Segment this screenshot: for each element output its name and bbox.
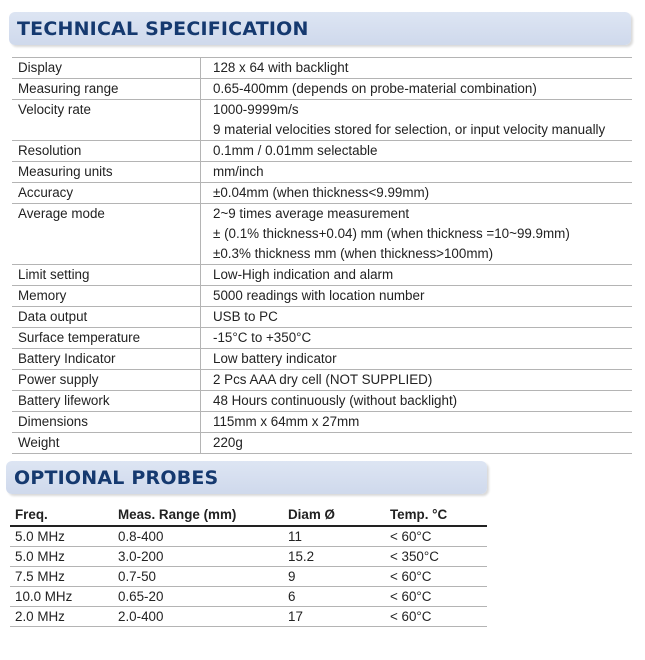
spec-value: [200, 204, 632, 264]
spec-value-line: ±0.04mm (when thickness<9.99mm): [213, 185, 430, 200]
probe-freq: 10.0 MHz: [15, 589, 73, 604]
probe-meas-range: 0.7-50: [118, 569, 156, 584]
spec-label: Measuring range: [18, 81, 119, 96]
spec-row: [12, 141, 632, 162]
probe-meas-range: 0.65-20: [118, 589, 164, 604]
spec-value: [200, 286, 632, 306]
spec-label: Accuracy: [18, 185, 74, 200]
spec-row: [12, 433, 632, 454]
spec-label: Power supply: [18, 372, 99, 387]
probe-diam: 11: [288, 529, 302, 544]
header-diam: Diam Ø: [288, 507, 335, 522]
spec-section-banner: [9, 12, 631, 45]
spec-value-line: USB to PC: [213, 309, 278, 324]
spec-row: [12, 307, 632, 328]
spec-value-line: 48 Hours continuously (without backlight): [213, 393, 458, 408]
table-row: [10, 527, 487, 547]
probe-diam: 17: [288, 609, 303, 624]
spec-value: [200, 370, 632, 390]
spec-value-line: ±0.3% thickness mm (when thickness>100mm): [213, 246, 494, 261]
spec-value: [200, 79, 632, 99]
probes-table-header: [10, 506, 487, 527]
spec-row: [12, 183, 632, 204]
spec-value: [200, 307, 632, 327]
spec-value: [200, 328, 632, 348]
spec-label: Battery lifework: [18, 393, 110, 408]
probe-diam: 15.2: [288, 549, 315, 564]
spec-value: [200, 265, 632, 285]
spec-row: [12, 265, 632, 286]
spec-value-line: -15°C to +350°C: [213, 330, 312, 345]
probe-temp: < 60°C: [390, 569, 432, 584]
spec-value-line: 1000-9999m/s: [213, 102, 299, 117]
probes-section-banner: [6, 461, 487, 494]
spec-section-title: TECHNICAL SPECIFICATION: [17, 17, 309, 40]
spec-value: [200, 183, 632, 203]
probe-temp: < 350°C: [390, 549, 439, 564]
spec-value: [200, 412, 632, 432]
probe-temp: < 60°C: [390, 529, 432, 544]
spec-row: [12, 204, 632, 265]
probe-diam: 9: [288, 569, 296, 584]
spec-value-line: Low battery indicator: [213, 351, 337, 366]
spec-row: [12, 100, 632, 141]
table-row: [10, 547, 487, 567]
spec-value: [200, 100, 632, 140]
probes-table-body: [10, 527, 487, 627]
probe-diam: 6: [288, 589, 296, 604]
spec-row: [12, 349, 632, 370]
probe-freq: 2.0 MHz: [15, 609, 65, 624]
probe-freq: 5.0 MHz: [15, 549, 65, 564]
spec-value-line: 9 material velocities stored for selection, or input velocity manually: [213, 122, 606, 137]
spec-value: [200, 162, 632, 182]
spec-row: [12, 328, 632, 349]
spec-row: [12, 391, 632, 412]
table-row: [10, 587, 487, 607]
spec-value-line: Low-High indication and alarm: [213, 267, 394, 282]
spec-label: Average mode: [18, 206, 105, 221]
spec-value-line: 0.65-400mm (depends on probe-material combination): [213, 81, 537, 96]
spec-value-line: 128 x 64 with backlight: [213, 60, 349, 75]
spec-label: Display: [18, 60, 62, 75]
spec-row: [12, 370, 632, 391]
spec-label: Velocity rate: [18, 102, 91, 117]
probe-temp: < 60°C: [390, 589, 432, 604]
spec-value: [200, 391, 632, 411]
spec-label: Resolution: [18, 143, 82, 158]
spec-label: Limit setting: [18, 267, 90, 282]
spec-label: Battery Indicator: [18, 351, 116, 366]
probes-section-title: OPTIONAL PROBES: [14, 466, 219, 489]
spec-value-line: ± (0.1% thickness+0.04) mm (when thickness =10~99.9mm): [213, 226, 570, 241]
spec-label: Surface temperature: [18, 330, 141, 345]
spec-row: [12, 162, 632, 183]
spec-label: Measuring units: [18, 164, 113, 179]
spec-label: Data output: [18, 309, 88, 324]
spec-value-line: mm/inch: [213, 164, 264, 179]
spec-value-line: 220g: [213, 435, 243, 450]
probe-meas-range: 2.0-400: [118, 609, 164, 624]
spec-value: [200, 349, 632, 369]
spec-table: [12, 57, 632, 454]
header-freq: Freq.: [15, 507, 48, 522]
table-row: [10, 567, 487, 587]
probe-freq: 7.5 MHz: [15, 569, 65, 584]
spec-value: [200, 58, 632, 78]
probe-meas-range: 3.0-200: [118, 549, 164, 564]
probes-table: [10, 506, 487, 627]
table-row: [10, 607, 487, 627]
spec-value-line: 115mm x 64mm x 27mm: [213, 414, 360, 429]
spec-value-line: 0.1mm / 0.01mm selectable: [213, 143, 378, 158]
probe-meas-range: 0.8-400: [118, 529, 164, 544]
spec-row: [12, 412, 632, 433]
spec-label: Dimensions: [18, 414, 88, 429]
spec-label: Weight: [18, 435, 60, 450]
spec-value: [200, 433, 632, 453]
probe-freq: 5.0 MHz: [15, 529, 65, 544]
probe-temp: < 60°C: [390, 609, 432, 624]
spec-label: Memory: [18, 288, 67, 303]
spec-value-line: 5000 readings with location number: [213, 288, 425, 303]
header-temp: Temp. °C: [390, 507, 448, 522]
spec-value-line: 2 Pcs AAA dry cell (NOT SUPPLIED): [213, 372, 433, 387]
spec-value: [200, 141, 632, 161]
spec-value-line: 2~9 times average measurement: [213, 206, 410, 221]
header-meas-range: Meas. Range (mm): [118, 507, 237, 522]
spec-row: [12, 286, 632, 307]
spec-row: [12, 57, 632, 79]
spec-row: [12, 79, 632, 100]
